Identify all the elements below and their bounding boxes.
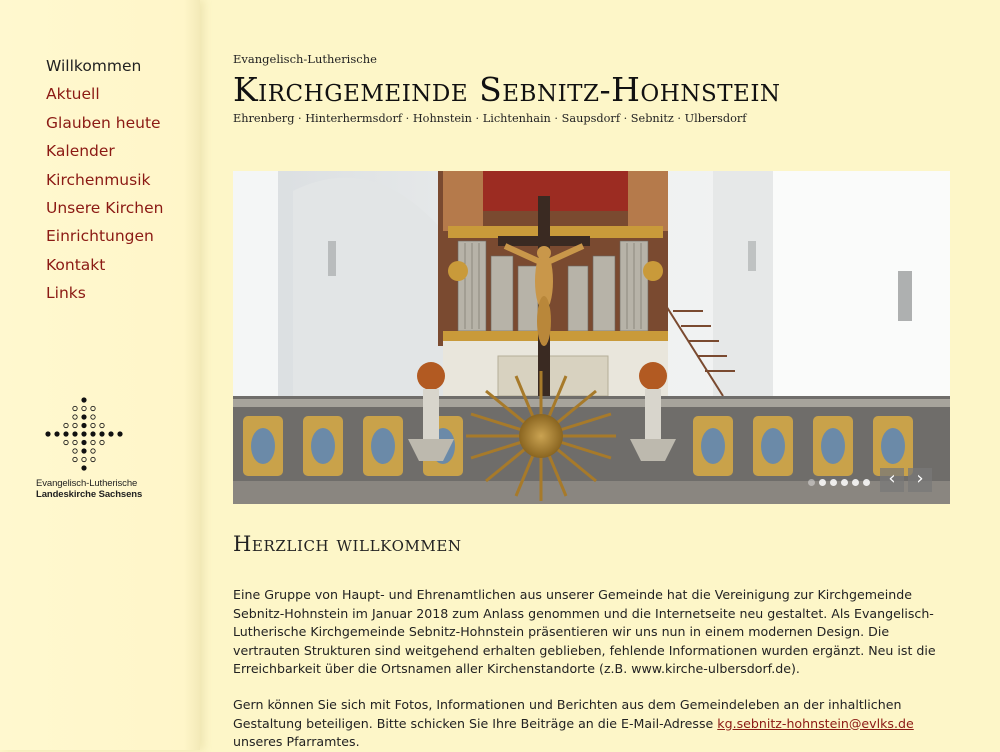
- logo-dot: [91, 440, 95, 444]
- logo-dot: [90, 431, 95, 436]
- header-pretitle: Evangelisch-Lutherische: [233, 52, 377, 66]
- contribution-text-before: Gern können Sie sich mit Fotos, Informationen und Berichten aus dem Gemeindeleben an der inhaltlichen Gestaltung beteiligen. Bitte schicken Sie Ihre Beiträge an die E-Mail-Adresse: [233, 697, 902, 731]
- logo-dot: [54, 431, 59, 436]
- nav-item-kontakt[interactable]: [46, 251, 163, 279]
- slider-next-button[interactable]: ›: [908, 468, 932, 492]
- logo-dot: [81, 440, 86, 445]
- slider-dot[interactable]: [819, 479, 826, 486]
- logo-dot: [64, 440, 68, 444]
- nav-link-kalender[interactable]: Kalender: [46, 142, 115, 161]
- nav-link-willkommen[interactable]: Willkommen: [46, 57, 142, 75]
- main-navigation: [46, 52, 163, 308]
- logo-dot: [100, 440, 104, 444]
- nav-item-willkommen[interactable]: [46, 52, 163, 80]
- nav-link-links[interactable]: Links: [46, 284, 86, 303]
- nav-item-einrichtungen[interactable]: [46, 222, 163, 250]
- logo-dot: [91, 415, 95, 419]
- logo-dot: [73, 457, 77, 461]
- logo-dot: [73, 440, 77, 444]
- contribution-paragraph: [233, 696, 953, 752]
- welcome-heading: Herzlich willkommen: [233, 532, 462, 556]
- logo-text: [36, 478, 146, 500]
- logo-line-1: Evangelisch-Lutherische: [36, 478, 138, 489]
- slider-dot[interactable]: [863, 479, 870, 486]
- nav-item-unsere-kirchen[interactable]: [46, 194, 163, 222]
- logo-dot: [81, 397, 86, 402]
- logo-dot: [117, 431, 122, 436]
- logo-dot: [82, 406, 86, 410]
- logo-dot: [108, 431, 113, 436]
- nav-item-kirchenmusik[interactable]: [46, 166, 163, 194]
- sidebar: [0, 0, 200, 750]
- logo-dot: [81, 414, 86, 419]
- slider-dot[interactable]: [852, 479, 859, 486]
- slider-pagination: [808, 479, 870, 486]
- landeskirche-logo[interactable]: [36, 396, 146, 500]
- logo-dot: [91, 457, 95, 461]
- nav-item-links[interactable]: [46, 279, 163, 307]
- nav-item-kalender[interactable]: [46, 137, 163, 165]
- logo-dot: [81, 465, 86, 470]
- logo-dot: [63, 431, 68, 436]
- nav-link-unsere-kirchen[interactable]: Unsere Kirchen: [46, 198, 164, 217]
- locations-list: Ehrenberg · Hinterhermsdorf · Hohnstein · Lichtenhain · Saupsdorf · Sebnitz · Ulbersdorf: [233, 112, 747, 125]
- cross-dots-logo-icon: [44, 396, 124, 472]
- nav-link-kontakt[interactable]: Kontakt: [46, 255, 106, 274]
- logo-dot: [99, 431, 104, 436]
- logo-dot: [81, 423, 86, 428]
- nav-link-aktuell[interactable]: Aktuell: [46, 85, 100, 104]
- email-link[interactable]: kg.sebnitz-hohnstein@evlks.de: [717, 715, 914, 731]
- nav-link-kirchenmusik[interactable]: Kirchenmusik: [46, 170, 151, 189]
- image-slider: [233, 171, 950, 504]
- slider-prev-button[interactable]: ‹: [880, 468, 904, 492]
- logo-dot: [45, 431, 50, 436]
- logo-dot: [73, 423, 77, 427]
- nav-link-glauben-heute[interactable]: Glauben heute: [46, 113, 161, 132]
- slider-dot[interactable]: [841, 479, 848, 486]
- logo-dot: [81, 448, 86, 453]
- site-title[interactable]: Kirchgemeinde Sebnitz-Hohnstein: [233, 70, 781, 109]
- nav-item-aktuell[interactable]: [46, 80, 163, 108]
- slider-dot[interactable]: [830, 479, 837, 486]
- logo-dot: [64, 423, 68, 427]
- nav-link-einrichtungen[interactable]: Einrichtungen: [46, 227, 154, 246]
- intro-paragraph: Eine Gruppe von Haupt- und Ehrenamtlichen aus unserer Gemeinde hat die Vereinigung zur Kirchgemeinde Sebnitz-Hohnstein im Januar 2018 zum Anlass genommen und die Internetseite neu gestaltet. Als Evangelisch-Lutherische Kirchgemeinde Sebnitz-Hohnstein präsentieren wir uns nun in einem modernen Design. Die vertrauten Strukturen sind weitgehend erhalten geblieben, fehlende Informationen wurden ergänzt. Neu ist die Erreichbarkeit über die Ortsnamen aller Kirchenstandorte (z.B. www.kirche-ulbersdorf.de).: [233, 587, 936, 676]
- logo-dot: [73, 406, 77, 410]
- logo-dot: [91, 406, 95, 410]
- logo-dot: [81, 431, 86, 436]
- logo-dot: [73, 449, 77, 453]
- logo-line-2: Landeskirche Sachsens: [36, 489, 143, 500]
- logo-dot: [82, 457, 86, 461]
- nav-item-glauben-heute[interactable]: [46, 109, 163, 137]
- logo-dot: [73, 415, 77, 419]
- contribution-text-after: unseres Pfarramtes.: [233, 734, 360, 749]
- slider-dot[interactable]: [808, 479, 815, 486]
- logo-dot: [72, 431, 77, 436]
- logo-dot: [100, 423, 104, 427]
- logo-dot: [91, 423, 95, 427]
- church-interior-photo: [233, 171, 950, 504]
- logo-dot: [91, 449, 95, 453]
